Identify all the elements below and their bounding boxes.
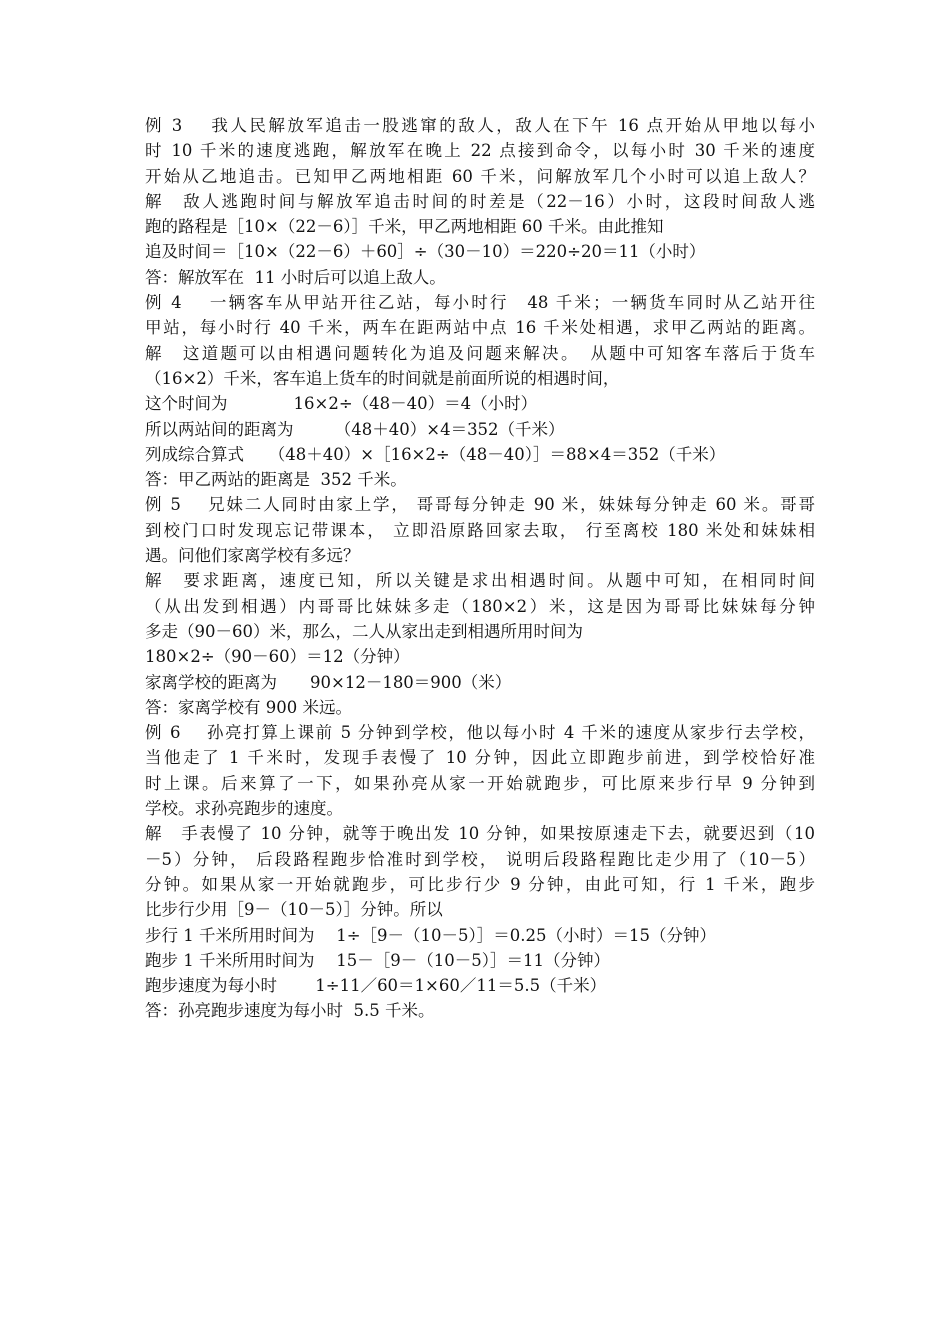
text-line: 步行 1 千米所用时间为 1÷［9－（10－5）］＝0.25（小时）＝15（分钟） <box>145 925 717 945</box>
text-line: 180×2÷（90－60）＝12（分钟） <box>145 647 410 667</box>
text-line: 这个时间为 16×2÷（48－40）＝4（小时） <box>145 394 538 414</box>
text-line: 时 10 千米的速度逃跑，解放军在晚上 22 点接到命令，以每小时 30 千米的速度 <box>145 141 815 161</box>
text-line: （16×2）千米，客车追上货车的时间就是前面所说的相遇时间， <box>145 368 620 388</box>
text-line: －5）分钟， 后段路程跑步恰准时到学校， 说明后段路程跑比走少用了（10－5） <box>145 849 815 869</box>
text-line: 多走（90－60）米，那么，二人从家出走到相遇所用时间为 <box>145 621 583 641</box>
text-line: 例 3 我人民解放军追击一股逃窜的敌人，敌人在下午 16 点开始从甲地以每小 <box>145 116 815 135</box>
text-line: 开始从乙地追击。已知甲乙两地相距 60 千米，问解放军几个小时可以追上敌人？ <box>145 166 815 186</box>
text-line: 跑步 1 千米所用时间为 15－［9－（10－5）］＝11（分钟） <box>145 950 610 970</box>
text-line: 解 要求距离，速度已知，所以关键是求出相遇时间。从题中可知，在相同时间 <box>145 571 815 591</box>
text-line: 当他走了 1 千米时，发现手表慢了 10 分钟，因此立即跑步前进，到学校恰好准 <box>145 748 815 768</box>
text-line: 分钟。如果从家一开始就跑步，可比步行少 9 分钟，由此可知，行 1 千米，跑步 <box>145 874 815 894</box>
text-line: 解 这道题可以由相遇问题转化为追及问题来解决。 从题中可知客车落后于货车 <box>145 343 815 363</box>
text-line: 答：解放军在 11 小时后可以追上敌人。 <box>145 267 446 287</box>
text-line: 跑的路程是［10×（22－6）］千米，甲乙两地相距 60 千米。由此推知 <box>145 217 664 237</box>
text-line: 答：甲乙两站的距离是 352 千米。 <box>145 470 407 490</box>
text-line: 学校。求孙亮跑步的速度。 <box>145 799 343 819</box>
text-line: 答：孙亮跑步速度为每小时 5.5 千米。 <box>145 1001 435 1021</box>
text-line: 遇。问他们家离学校有多远？ <box>145 546 360 566</box>
text-line: 例 4 一辆客车从甲站开往乙站，每小时行 48 千米；一辆货车同时从乙站开往 <box>145 293 815 313</box>
text-line: 甲站，每小时行 40 千米，两车在距两站中点 16 千米处相遇，求甲乙两站的距离。 <box>145 318 815 338</box>
text-line: 例 6 孙亮打算上课前 5 分钟到学校，他以每小时 4 千米的速度从家步行去学校， <box>145 723 815 743</box>
text-line: 所以两站间的距离为 （48＋40）×4＝352（千米） <box>145 419 565 439</box>
text-line: 解 手表慢了 10 分钟，就等于晚出发 10 分钟，如果按原速走下去，就要迟到（10 <box>145 824 815 844</box>
text-line: 比步行少用［9－（10－5）］分钟。所以 <box>145 900 443 920</box>
text-line: 时上课。后来算了一下，如果孙亮从家一开始就跑步，可比原来步行早 9 分钟到 <box>145 773 815 793</box>
text-line: 答：家离学校有 900 米远。 <box>145 697 352 717</box>
text-line: 解 敌人逃跑时间与解放军追击时间的时差是（22－16）小时，这段时间敌人逃 <box>145 191 815 211</box>
text-line: 跑步速度为每小时 1÷11／60＝1×60／11＝5.5（千米） <box>145 976 607 996</box>
text-line: 到校门口时发现忘记带课本， 立即沿原路回家去取， 行至离校 180 米处和妹妹相 <box>145 520 815 540</box>
text-line: 家离学校的距离为 90×12－180＝900（米） <box>145 672 512 692</box>
text-line: 追及时间＝［10×（22－6）＋60］÷（30－10）＝220÷20＝11（小时） <box>145 242 706 262</box>
text-line: 例 5 兄妹二人同时由家上学， 哥哥每分钟走 90 米，妹妹每分钟走 60 米。哥哥 <box>145 495 816 515</box>
text-line: 列成综合算式 （48＋40）×［16×2÷（48－40）］＝88×4＝352（千米） <box>145 444 726 464</box>
text-line: （从出发到相遇）内哥哥比妹妹多走（180×2）米，这是因为哥哥比妹妹每分钟 <box>145 596 815 616</box>
document-body <box>145 113 815 1024</box>
